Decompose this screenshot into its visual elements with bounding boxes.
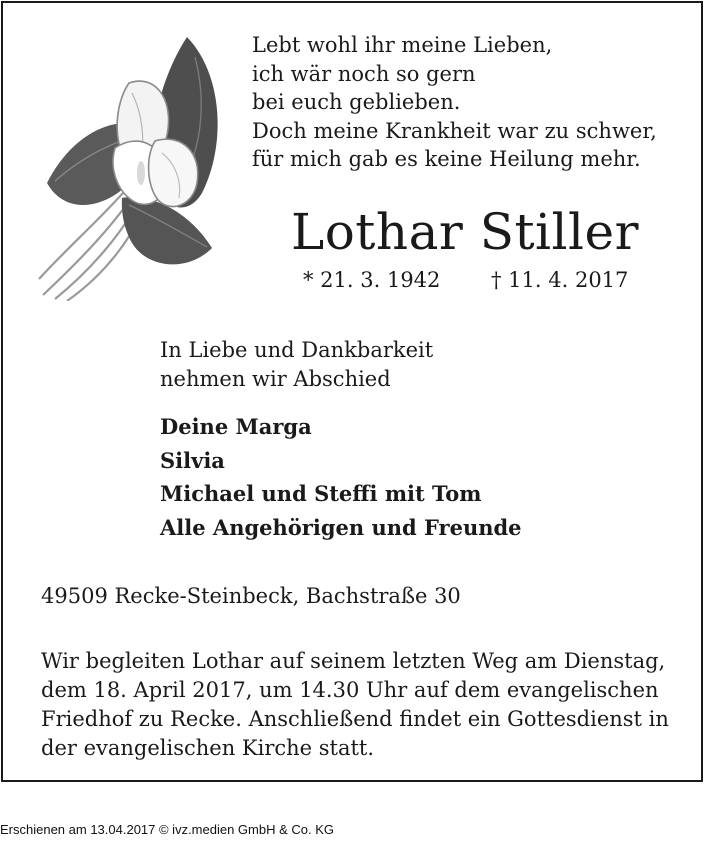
calla-lily-flower-icon — [37, 33, 237, 301]
service-line: Friedhof zu Recke. Anschließend findet ein Gottesdienst in — [41, 707, 669, 731]
farewell-intro — [160, 336, 433, 394]
mourner-name: Deine Marga — [160, 414, 312, 439]
life-dates — [303, 265, 629, 295]
service-line: der evangelischen Kirche statt. — [41, 736, 375, 760]
mourner-name: Silvia — [160, 447, 225, 473]
poem-line: Doch meine Krankheit war zu schwer, — [252, 118, 657, 143]
intro-line: In Liebe und Dankbarkeit — [160, 338, 434, 362]
mourners-list — [160, 410, 522, 544]
poem-line: bei euch geblieben. — [252, 90, 461, 114]
service-line: dem 18. April 2017, um 14.30 Uhr auf dem evangelischen — [41, 678, 659, 702]
poem-line: für mich gab es keine Heilung mehr. — [252, 147, 641, 171]
poem — [252, 31, 657, 174]
mourner-name: Alle Angehörigen und Freunde — [160, 514, 522, 540]
funeral-service-info — [41, 647, 681, 763]
service-line: Wir begleiten Lothar auf seinem letzten Weg am Dienstag, — [41, 649, 666, 673]
birth-date: * 21. 3. 1942 — [303, 268, 441, 292]
deceased-name: Lothar Stiller — [291, 203, 640, 261]
death-date: † 11. 4. 2017 — [491, 268, 629, 292]
publication-footer: Erschienen am 13.04.2017 © ivz.medien GmbH & Co. KG — [0, 822, 335, 837]
mourner-name: Michael und Steffi mit Tom — [160, 481, 482, 506]
poem-line: Lebt wohl ihr meine Lieben, — [252, 33, 553, 57]
poem-line: ich wär noch so gern — [252, 61, 476, 86]
intro-line: nehmen wir Abschied — [160, 367, 391, 391]
family-address: 49509 Recke-Steinbeck, Bachstraße 30 — [41, 584, 461, 608]
obituary-frame — [1, 1, 703, 782]
